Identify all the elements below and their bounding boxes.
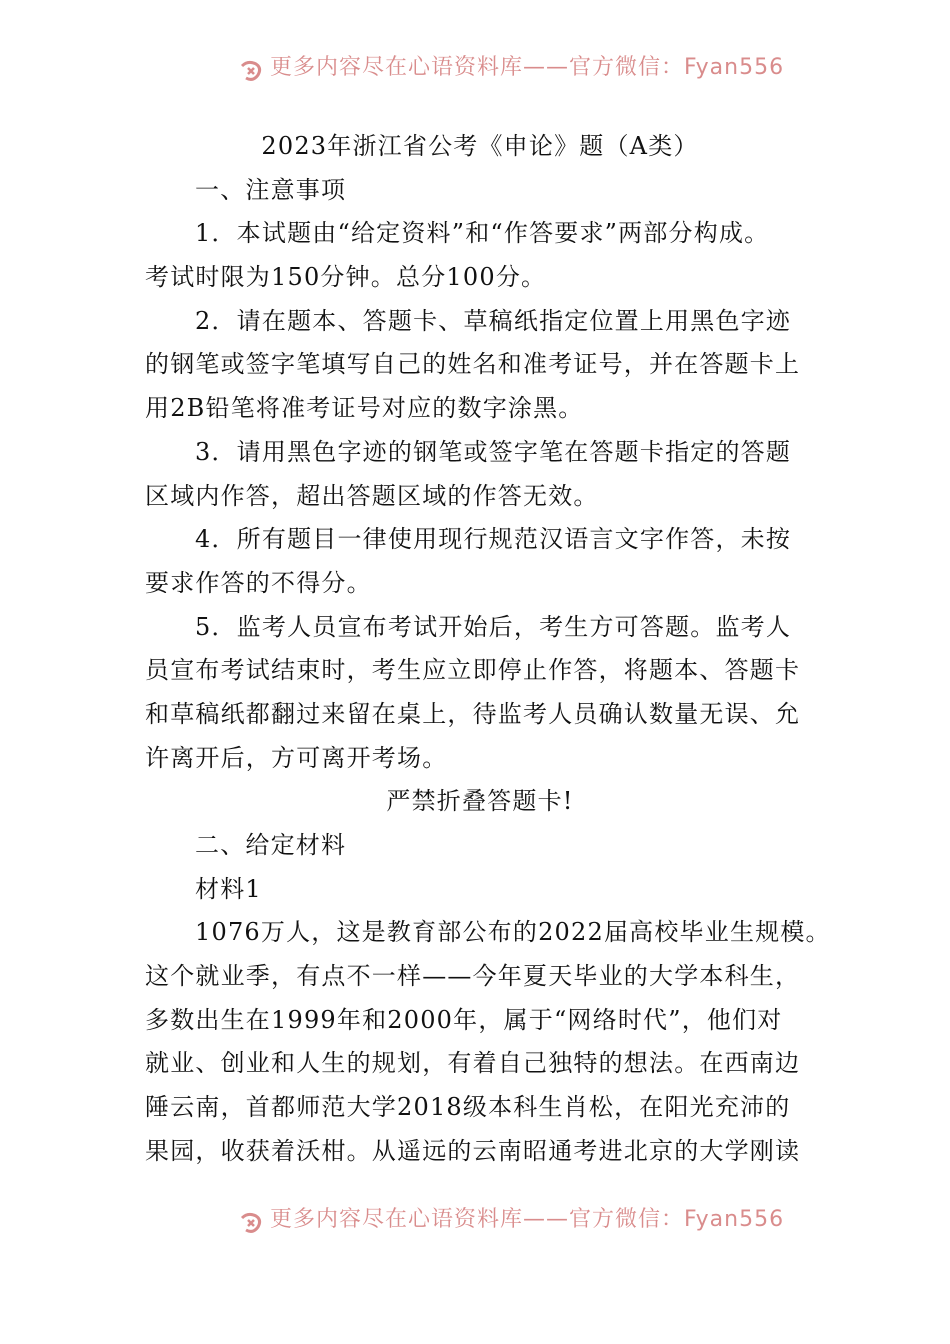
notice-1-line-1: 1．本试题由“给定资料”和“作答要求”两部分构成。 bbox=[195, 219, 770, 248]
notice-3-line-1: 3．请用黑色字迹的钢笔或签字笔在答题卡指定的答题 bbox=[195, 437, 792, 466]
notice-5-line-2: 员宣布考试结束时，考生应立即停止作答，将题本、答题卡 bbox=[145, 656, 801, 685]
notice-5-line-4: 许离开后，方可离开考场。 bbox=[145, 743, 448, 772]
notice-5-line-3: 和草稿纸都翻过来留在桌上，待监考人员确认数量无误、允 bbox=[145, 699, 801, 728]
material-line-5: 陲云南，首都师范大学2018级本科生肖松，在阳光充沛的 bbox=[145, 1093, 791, 1122]
section-heading-materials: 二、给定材料 bbox=[195, 831, 347, 859]
watermark-text: 更多内容尽在心语资料库——官方微信：Fyan556 bbox=[270, 54, 785, 80]
material-line-6: 果园，收获着沃柑。从遥远的云南昭通考进北京的大学刚读 bbox=[145, 1136, 801, 1165]
notice-1-line-2: 考试时限为150分钟。总分100分。 bbox=[145, 263, 547, 292]
warning-text: 严禁折叠答题卡! bbox=[386, 787, 574, 816]
watermark-logo-icon bbox=[238, 1210, 264, 1242]
document-title: 2023年浙江省公考《申论》题（A类） bbox=[261, 132, 699, 160]
watermark-logo-icon bbox=[238, 58, 264, 90]
material-line-2: 这个就业季，有点不一样——今年夏天毕业的大学本科生， bbox=[145, 962, 801, 991]
material-line-1: 1076万人，这是教育部公布的2022届高校毕业生规模。 bbox=[195, 918, 831, 947]
watermark-text: 更多内容尽在心语资料库——官方微信：Fyan556 bbox=[270, 1206, 785, 1232]
notice-2-line-1: 2．请在题本、答题卡、草稿纸指定位置上用黑色字迹 bbox=[195, 306, 792, 335]
notice-2-line-2: 的钢笔或签字笔填写自己的姓名和准考证号，并在答题卡上 bbox=[145, 350, 801, 379]
footer-watermark bbox=[0, 1204, 950, 1244]
section-heading-notices: 一、注意事项 bbox=[195, 175, 347, 204]
notice-3-line-2: 区域内作答，超出答题区域的作答无效。 bbox=[145, 481, 599, 510]
material-line-4: 就业、创业和人生的规划，有着自己独特的想法。在西南边 bbox=[145, 1049, 801, 1078]
material-line-3: 多数出生在1999年和2000年，属于“网络时代”，他们对 bbox=[145, 1005, 783, 1034]
material-label: 材料1 bbox=[195, 874, 262, 903]
notice-4-line-1: 4．所有题目一律使用现行规范汉语言文字作答，未按 bbox=[195, 525, 792, 554]
notice-5-line-1: 5．监考人员宣布考试开始后，考生方可答题。监考人 bbox=[195, 612, 792, 641]
header-watermark bbox=[0, 52, 950, 92]
notice-4-line-2: 要求作答的不得分。 bbox=[145, 568, 372, 597]
notice-2-line-3: 用2B铅笔将准考证号对应的数字涂黑。 bbox=[145, 394, 584, 423]
document-body bbox=[145, 125, 831, 1174]
